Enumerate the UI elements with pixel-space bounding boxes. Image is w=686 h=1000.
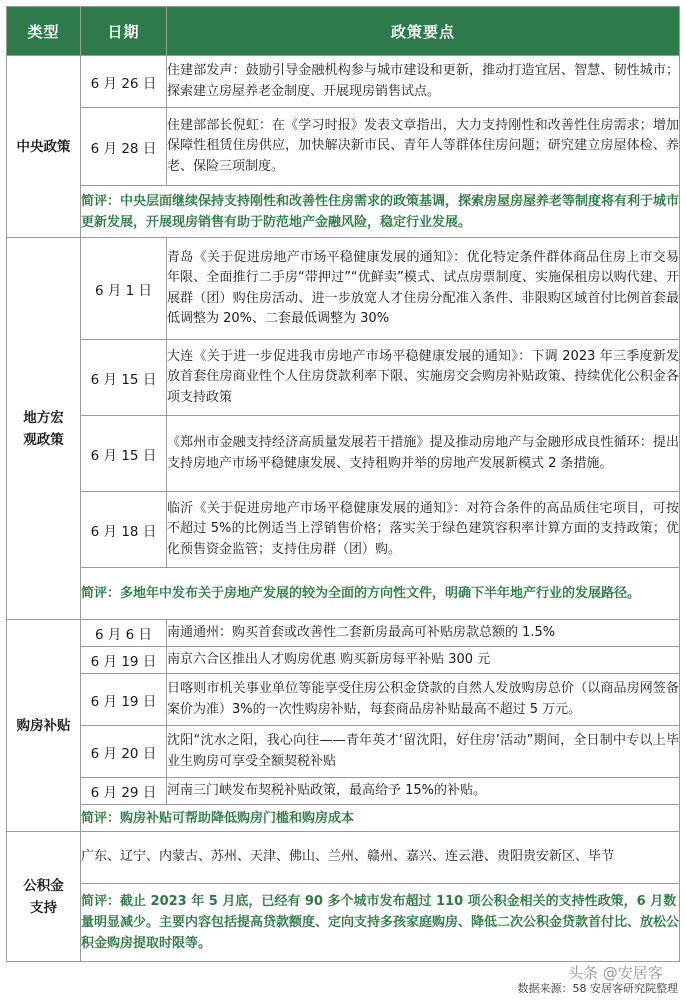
row-content: 南通通州：购买首套或改善性二套新房最高可补贴房款总额的 1.5% xyxy=(167,620,680,647)
row-content: 青岛《关于促进房地产市场平稳健康发展的通知》：优化特定条件群体商品住房上市交易年限、全面推行二手房“带押过”“优鲜卖”模式、试点房票制度、实施保租房以购代建、开展群（团）购住房活动、进一步放宽人才住房分配准入条件、非限购区域首付比例首套最低调整为 20%、二套最低调整为 30% xyxy=(167,238,680,340)
row-date: 6 月 19 日 xyxy=(81,647,167,674)
section-comment: 简评：多地年中发布关于房地产发展的较为全面的方向性文件，明确下半年地产行业的发展路径。 xyxy=(81,568,680,620)
table-row xyxy=(7,238,680,340)
category-provident-fund xyxy=(7,832,81,962)
row-content: 南京六合区推出人才购房优惠 购买新房每平补贴 300 元 xyxy=(167,647,680,674)
section-comment: 简评：购房补贴可帮助降低购房门槛和购房成本 xyxy=(81,805,680,832)
row-date: 6 月 1 日 xyxy=(81,238,167,340)
table-row xyxy=(7,647,680,674)
row-content: 住建部部长倪虹：在《学习时报》发表文章指出，大力支持刚性和改善性住房需求；增加保障性租赁住房供应，加快解决新市民、青年人等群体住房问题；研究建立房屋体检、养老、保险三项制度。 xyxy=(167,108,680,186)
row-date: 6 月 29 日 xyxy=(81,778,167,805)
row-content: 大连《关于进一步促进我市房地产市场平稳健康发展的通知》：下调 2023 年三季度新发放首套住房商业性个人住房贷款利率下限、实施房交会购房补贴政策、持续优化公积金各项支持政策 xyxy=(167,340,680,416)
category-provident-fund-label: 公积金支持 xyxy=(23,877,64,916)
comment-row xyxy=(7,805,680,832)
category-purchase-subsidy: 购房补贴 xyxy=(7,620,81,832)
table-row xyxy=(7,620,680,647)
table-row xyxy=(7,340,680,416)
row-content: 日喀则市机关事业单位等能享受住房公积金贷款的自然人发放购房总价（以商品房网签备案价为准）3%的一次性购房补贴，每套商品房补贴最高不超过 5 万元。 xyxy=(167,674,680,726)
row-date: 6 月 26 日 xyxy=(81,56,167,108)
table-row xyxy=(7,726,680,778)
category-local-policy xyxy=(7,238,81,620)
table-row xyxy=(7,492,680,568)
row-content: 《郑州市金融支持经济高质量发展若干措施》提及推动房地产与金融形成良性循环：提出支持房地产市场平稳健康发展、支持租购并举的房地产发展新模式 2 条措施。 xyxy=(167,416,680,492)
header-date: 日期 xyxy=(81,7,167,56)
row-date: 6 月 20 日 xyxy=(81,726,167,778)
category-central-policy: 中央政策 xyxy=(7,56,81,238)
row-content: 沈阳“沈水之阳，我心向往——青年英才‘留沈阳，好住房’活动”期间，全日制中专以上毕业生购房可享受全额契税补贴 xyxy=(167,726,680,778)
provident-fund-cities: 广东、辽宁、内蒙古、苏州、天津、佛山、兰州、赣州、嘉兴、连云港、贵阳贵安新区、毕节 xyxy=(81,832,680,884)
row-content: 临沂《关于促进房地产市场平稳健康发展的通知》：对符合条件的高品质住宅项目，可按不超过 5%的比例适当上浮销售价格；落实关于绿色建筑容积率计算方面的支持政策；优化预售资金监管；支持住房群（团）购。 xyxy=(167,492,680,568)
header-type: 类型 xyxy=(7,7,81,56)
comment-row xyxy=(7,568,680,620)
row-content: 河南三门峡发布契税补贴政策，最高给予 15%的补贴。 xyxy=(167,778,680,805)
category-local-policy-label: 地方宏观政策 xyxy=(23,409,64,448)
section-comment: 简评：截止 2023 年 5 月底，已经有 90 多个城市发布超过 110 项公积金相关的支持性政策，6 月数量明显减少。主要内容包括提高贷款额度、定向支持多孩家庭购房、降低二次公积金贷款首付比、放松公积金购房提取时限等。 xyxy=(81,884,680,962)
watermark: 头条 @安居客 xyxy=(568,964,663,982)
row-date: 6 月 28 日 xyxy=(81,108,167,186)
table-row xyxy=(7,108,680,186)
comment-row xyxy=(7,186,680,238)
table-row xyxy=(7,832,680,884)
row-date: 6 月 6 日 xyxy=(81,620,167,647)
table-row xyxy=(7,778,680,805)
row-date: 6 月 15 日 xyxy=(81,416,167,492)
comment-row xyxy=(7,884,680,962)
row-content: 住建部发声：鼓励引导金融机构参与城市建设和更新，推动打造宜居、智慧、韧性城市；探索建立房屋养老金制度、开展现房销售试点。 xyxy=(167,56,680,108)
header-points: 政策要点 xyxy=(167,7,680,56)
row-date: 6 月 18 日 xyxy=(81,492,167,568)
row-date: 6 月 19 日 xyxy=(81,674,167,726)
table-row xyxy=(7,674,680,726)
row-date: 6 月 15 日 xyxy=(81,340,167,416)
table-row xyxy=(7,56,680,108)
policy-table xyxy=(6,6,680,962)
data-source-note: 数据来源：58 安居客研究院整理 xyxy=(517,982,678,995)
table-header-row xyxy=(7,7,680,56)
section-comment: 简评：中央层面继续保持支持刚性和改善性住房需求的政策基调，探索房屋房屋养老等制度将有利于城市更新发展，开展现房销售有助于防范地产金融风险，稳定行业发展。 xyxy=(81,186,680,238)
table-row xyxy=(7,416,680,492)
